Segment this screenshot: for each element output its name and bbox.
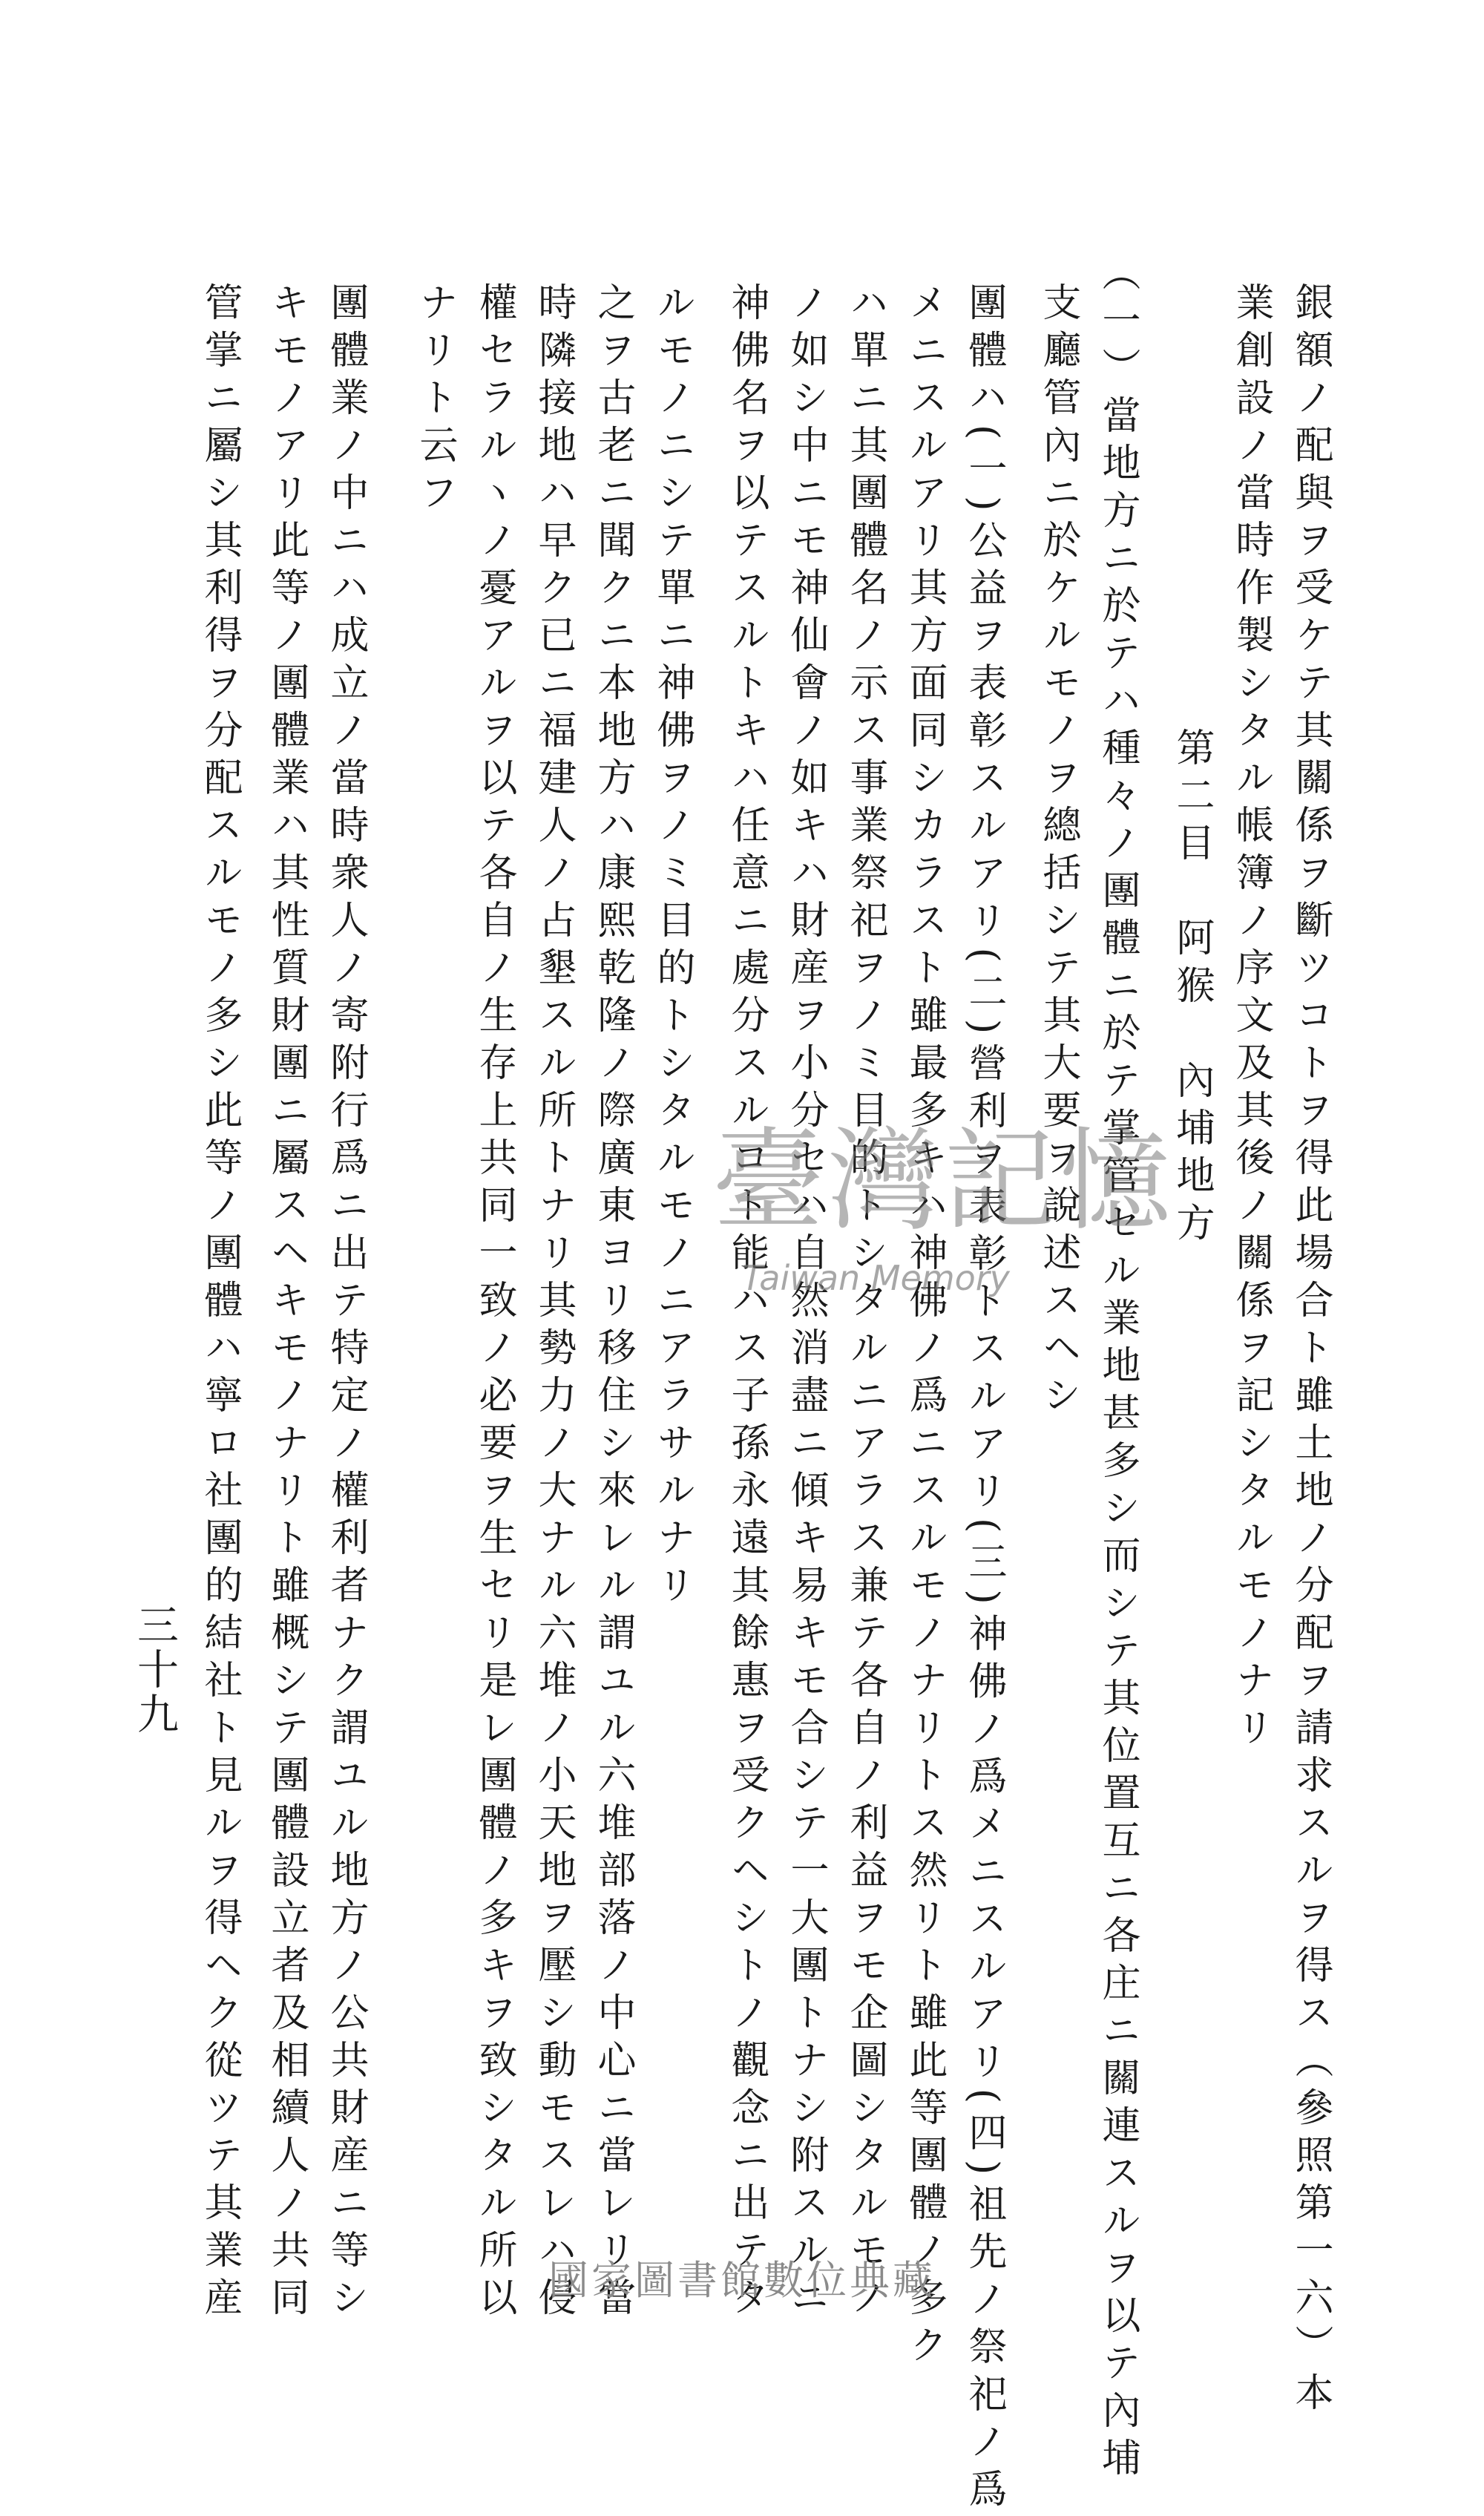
text-column-9: ノ如シ中ニモ神仙會ノ如キハ財産ヲ小分セハ自然消盡ニ傾キ易キモ合シテ一大團トナシ附スルニ [784, 282, 828, 2325]
text-column-12: 之ヲ古老ニ聞クニ本地方ハ康熙乾隆ノ際廣東ヨリ移住シ來レル謂ユル六堆部落ノ中心ニ當レリ當 [591, 282, 635, 2325]
text-column-14: 權セラルヽノ憂アルヲ以テ各自ノ生存上共同一致ノ必要ヲ生セリ是レ團體ノ多キヲ致シタル所以 [472, 282, 516, 2325]
text-column-17: キモノアリ此等ノ團體業ハ其性質財團ニ屬スヘキモノナリト雖概シテ團體設立者及相續人ノ共同 [264, 282, 309, 2325]
text-column-1: 銀額ノ配與ヲ受ケテ其關係ヲ斷ツコトヲ得此場合ト雖土地ノ分配ヲ請求スルヲ得ス（參照第一六）本 [1288, 282, 1333, 2420]
text-column-13: 時隣接地ハ早ク已ニ福建人ノ占墾スル所トナリ其勢力ノ大ナル六堆ノ小天地ヲ壓シ動モスレハ侵 [531, 282, 576, 2325]
text-column-10: 神佛名ヲ以テスルトキハ任意ニ處分スルコト能ハス子孫永遠其餘惠ヲ受クヘシトノ觀念ニ出テタ [724, 282, 769, 2325]
text-column-8: ハ單ニ其團體名ノ示ス事業祭祀ヲノミ目的トシタルニアラス兼テ各自ノ利益ヲモ企圖シタルモノ [843, 282, 887, 2325]
text-column-4: （一）當地方ニ於テハ種々ノ團體ニ於テ掌管セル業地甚多シ而シテ其位置互ニ各庄ニ關連スルヲ以テ內埔 [1095, 252, 1140, 2485]
text-column-16: 團體業ノ中ニハ成立ノ當時衆人ノ寄附行爲ニ出テ特定ノ權利者ナク謂ユル地方ノ公共財産ニ等シ [324, 282, 368, 2325]
text-column-5: 支廳管內ニ於ケルモノヲ總括シテ其大要ヲ說述スヘシ [1036, 282, 1080, 1422]
section-heading: 第二目 阿猴 內埔地方 [1169, 727, 1214, 1250]
text-column-7: メニスルアリ其方面同シカラスト雖最多キハ神佛ノ爲ニスルモノナリトス然リト雖此等團體ノ多ク [902, 282, 947, 2372]
watermark-title: 臺灣記憶 [712, 1117, 1176, 1246]
watermark-subtitle: Taiwan Memory [742, 1258, 1010, 1298]
page-number: 三十九 [131, 1603, 179, 1737]
footer-caption: 國家圖書館數位典藏 [548, 2257, 936, 2304]
text-column-15: ナリト云フ [413, 282, 457, 520]
text-column-2: 業創設ノ當時作製シタル帳簿ノ序文及其後ノ關係ヲ記シタルモノナリ [1229, 282, 1273, 1755]
text-column-6: 團體ハ(一)公益ヲ表彰スルアリ(二)營利ヲ表彰トスルアリ(三)神佛ノ爲メニスルアリ(四)祖先ノ祭祀ノ爲 [962, 282, 1006, 2516]
text-column-11: ルモノニシテ單ニ神佛ヲノミ目的トシタルモノニアラサルナリ [650, 282, 695, 1612]
text-column-18: 管掌ニ屬シ其利得ヲ分配スルモノ多シ此等ノ團體ハ寧ロ社團的結社ト見ルヲ得ヘク從ツテ其業産 [197, 282, 242, 2325]
